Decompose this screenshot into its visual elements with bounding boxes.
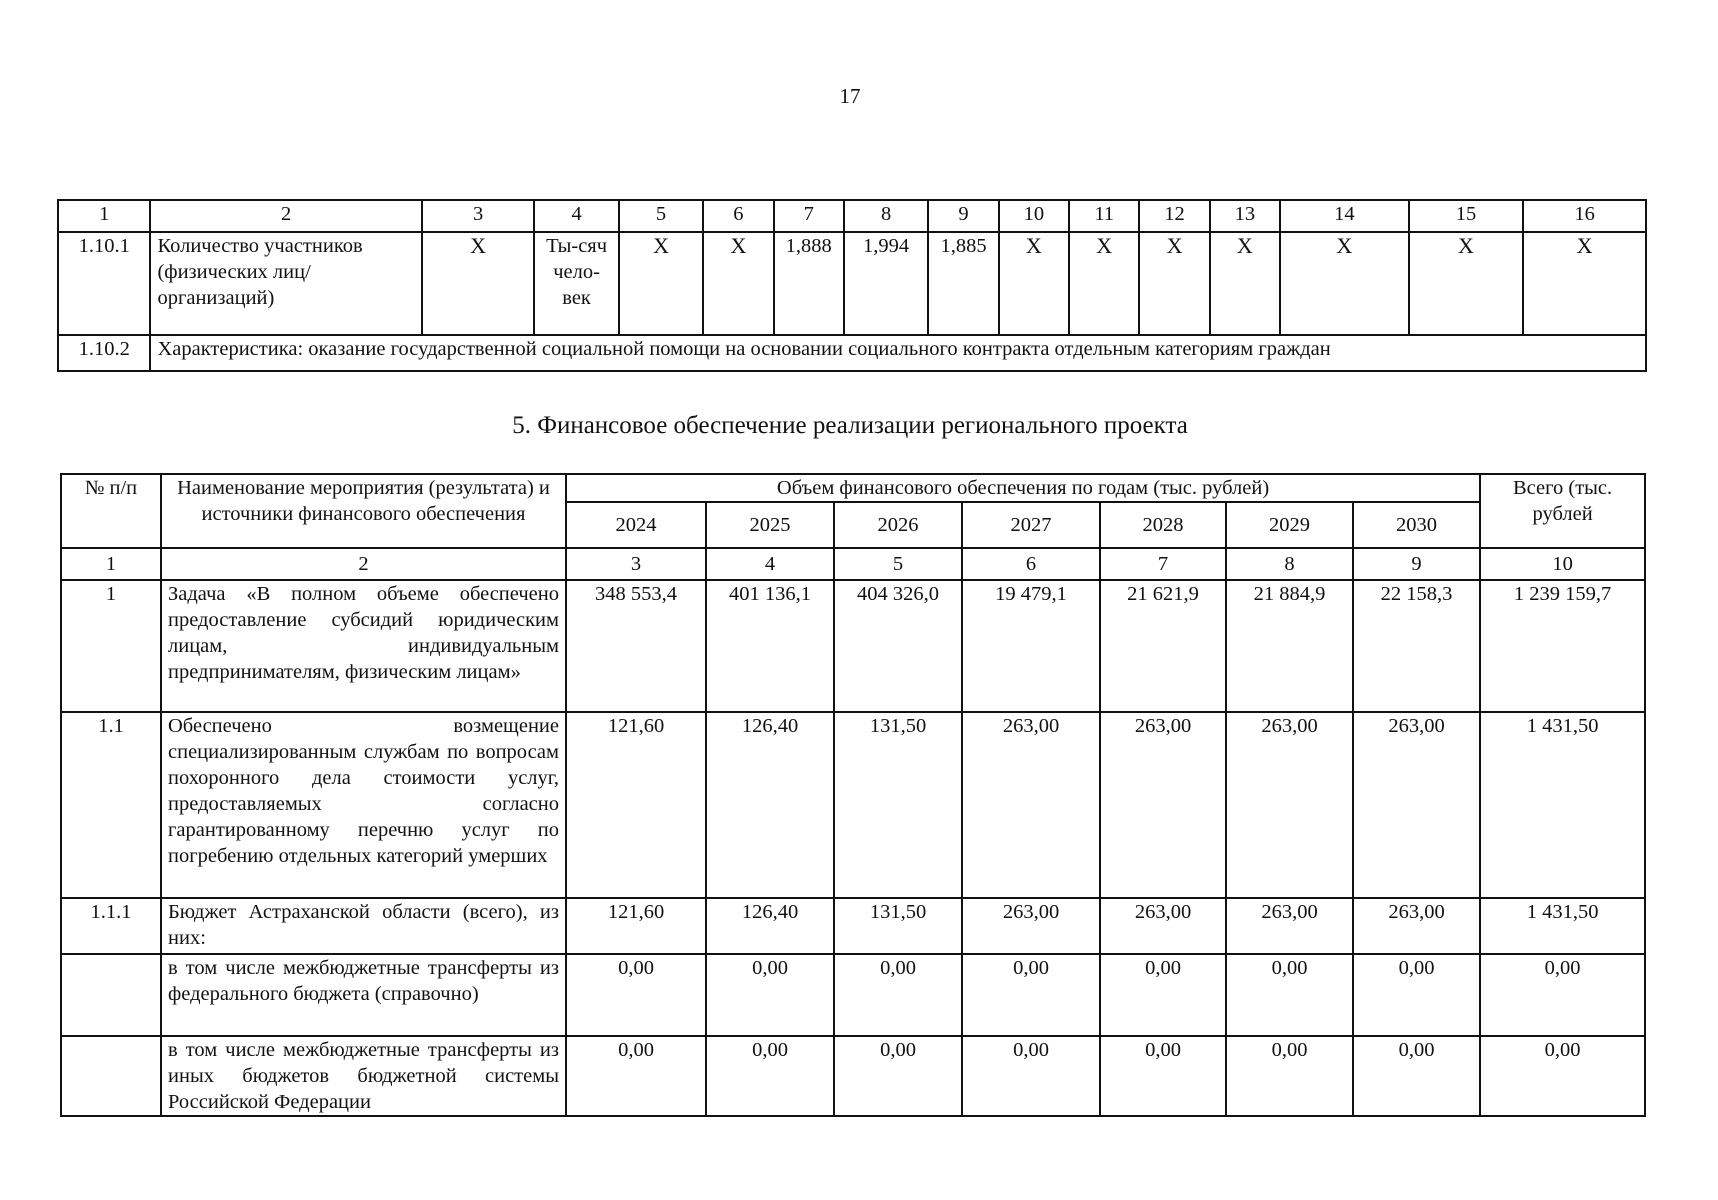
total-value: 1 431,50: [1480, 898, 1645, 954]
year-value: 131,50: [834, 898, 962, 954]
table-row: [58, 232, 1646, 335]
year-value: 0,00: [566, 1036, 706, 1116]
row-number: 1.10.1: [58, 232, 150, 335]
year-value: 348 553,4: [566, 580, 706, 712]
column-index: 10: [1480, 548, 1645, 580]
year-value: 263,00: [962, 712, 1100, 898]
year-value: 263,00: [1353, 712, 1480, 898]
row-number: 1.1: [61, 712, 161, 898]
total-value: 1 239 159,7: [1480, 580, 1645, 712]
year-value: 126,40: [706, 898, 834, 954]
year-value: 263,00: [1226, 712, 1353, 898]
total-value: 1 431,50: [1480, 712, 1645, 898]
cell-value: X: [1210, 232, 1280, 335]
year-header: 2028: [1100, 502, 1226, 548]
table-row: [61, 954, 1645, 1036]
measure-name: Бюджет Астраханской области (всего), из них:: [161, 898, 566, 954]
cell-value: X: [619, 232, 703, 335]
column-index: 6: [962, 548, 1100, 580]
year-value: 131,50: [834, 712, 962, 898]
column-index: 12: [1139, 200, 1209, 232]
row-number: [61, 954, 161, 1036]
cell-value: 1,888: [774, 232, 844, 335]
page-number: 17: [839, 84, 861, 108]
year-value: 0,00: [1226, 1036, 1353, 1116]
characteristic-text: Характеристика: оказание государственной социальной помощи на основании социального контракта отдельным категориям граждан: [150, 335, 1646, 371]
cell-value: 1,994: [844, 232, 928, 335]
column-index: 13: [1210, 200, 1280, 232]
table-row: [61, 1036, 1645, 1116]
year-value: 0,00: [962, 1036, 1100, 1116]
column-index: 8: [844, 200, 928, 232]
measure-name: Задача «В полном объеме обеспечено предоставление субсидий юридическим лицам, индивидуальным предпринимателям, физическим лицам»: [161, 580, 566, 712]
year-value: 263,00: [1353, 898, 1480, 954]
cell-value: X: [1280, 232, 1409, 335]
year-value: 0,00: [962, 954, 1100, 1036]
row-number: 1.1.1: [61, 898, 161, 954]
year-header: 2026: [834, 502, 962, 548]
header-volume: Объем финансового обеспечения по годам (тыс. рублей): [566, 474, 1480, 502]
indicators-table: [57, 199, 1647, 372]
year-value: 21 621,9: [1100, 580, 1226, 712]
column-index: 2: [150, 200, 421, 232]
header-total: Всего (тыс. рублей: [1480, 474, 1645, 548]
financing-rows: [61, 580, 1645, 1116]
unit-cell: Ты-сяч чело-век: [534, 232, 618, 335]
year-value: 263,00: [962, 898, 1100, 954]
column-index: 6: [703, 200, 773, 232]
column-index: 5: [834, 548, 962, 580]
column-index: 1: [61, 548, 161, 580]
year-header: 2024: [566, 502, 706, 548]
table-row: [61, 580, 1645, 712]
column-index: 11: [1069, 200, 1139, 232]
year-value: 0,00: [1100, 954, 1226, 1036]
year-value: 121,60: [566, 898, 706, 954]
measure-name: в том числе межбюджетные трансферты из федерального бюджета (справочно): [161, 954, 566, 1036]
year-value: 0,00: [706, 954, 834, 1036]
table-header-row: [61, 474, 1645, 502]
column-index: 8: [1226, 548, 1353, 580]
year-value: 404 326,0: [834, 580, 962, 712]
year-header: 2027: [962, 502, 1100, 548]
column-index: 4: [706, 548, 834, 580]
year-value: 0,00: [1100, 1036, 1226, 1116]
column-index: 16: [1523, 200, 1646, 232]
cell-value: X: [1409, 232, 1524, 335]
year-header: 2025: [706, 502, 834, 548]
column-index: 7: [774, 200, 844, 232]
column-index: 5: [619, 200, 703, 232]
column-index: 15: [1409, 200, 1524, 232]
year-value: 21 884,9: [1226, 580, 1353, 712]
table-row: [58, 335, 1646, 371]
cell-value: X: [422, 232, 535, 335]
year-value: 263,00: [1226, 898, 1353, 954]
year-value: 126,40: [706, 712, 834, 898]
year-value: 19 479,1: [962, 580, 1100, 712]
column-index: 4: [534, 200, 618, 232]
cell-value: X: [1523, 232, 1646, 335]
row-number: [61, 1036, 161, 1116]
cell-value: X: [703, 232, 773, 335]
column-index: 1: [58, 200, 150, 232]
year-value: 0,00: [706, 1036, 834, 1116]
indicator-name: Количество участников (физических лиц/организаций): [150, 232, 421, 335]
column-index: 10: [999, 200, 1069, 232]
cell-value: 1,885: [928, 232, 998, 335]
total-value: 0,00: [1480, 954, 1645, 1036]
header-name: Наименование мероприятия (результата) и источники финансового обеспечения: [161, 474, 566, 548]
year-value: 0,00: [834, 1036, 962, 1116]
column-index: 14: [1280, 200, 1409, 232]
year-value: 0,00: [1353, 954, 1480, 1036]
year-value: 22 158,3: [1353, 580, 1480, 712]
column-index: 2: [161, 548, 566, 580]
year-value: 263,00: [1100, 898, 1226, 954]
year-value: 0,00: [566, 954, 706, 1036]
year-value: 0,00: [1353, 1036, 1480, 1116]
financing-table: [60, 473, 1646, 1117]
year-header: 2029: [1226, 502, 1353, 548]
measure-name: в том числе межбюджетные трансферты из иных бюджетов бюджетной системы Российской Федерации: [161, 1036, 566, 1116]
cell-value: X: [999, 232, 1069, 335]
column-index: 3: [422, 200, 535, 232]
total-value: 0,00: [1480, 1036, 1645, 1116]
row-number: 1: [61, 580, 161, 712]
table-index-row: [61, 548, 1645, 580]
column-index: 7: [1100, 548, 1226, 580]
table-row: [61, 898, 1645, 954]
header-number: № п/п: [61, 474, 161, 548]
column-index: 3: [566, 548, 706, 580]
cell-value: X: [1069, 232, 1139, 335]
year-value: 0,00: [834, 954, 962, 1036]
year-value: 121,60: [566, 712, 706, 898]
table-row: [61, 712, 1645, 898]
year-header: 2030: [1353, 502, 1480, 548]
table-header-row: [58, 200, 1646, 232]
column-index: 9: [928, 200, 998, 232]
cell-value: X: [1139, 232, 1209, 335]
year-value: 401 136,1: [706, 580, 834, 712]
year-value: 0,00: [1226, 954, 1353, 1036]
measure-name: Обеспечено возмещение специализированным службам по вопросам похоронного дела стоимости услуг, предоставляемых согласно гарантированному перечню услуг по погребению отдельных категорий умерших: [161, 712, 566, 898]
year-value: 263,00: [1100, 712, 1226, 898]
section-title: 5. Финансовое обеспечение реализации регионального проекта: [512, 412, 1188, 439]
column-index: 9: [1353, 548, 1480, 580]
row-number: 1.10.2: [58, 335, 150, 371]
